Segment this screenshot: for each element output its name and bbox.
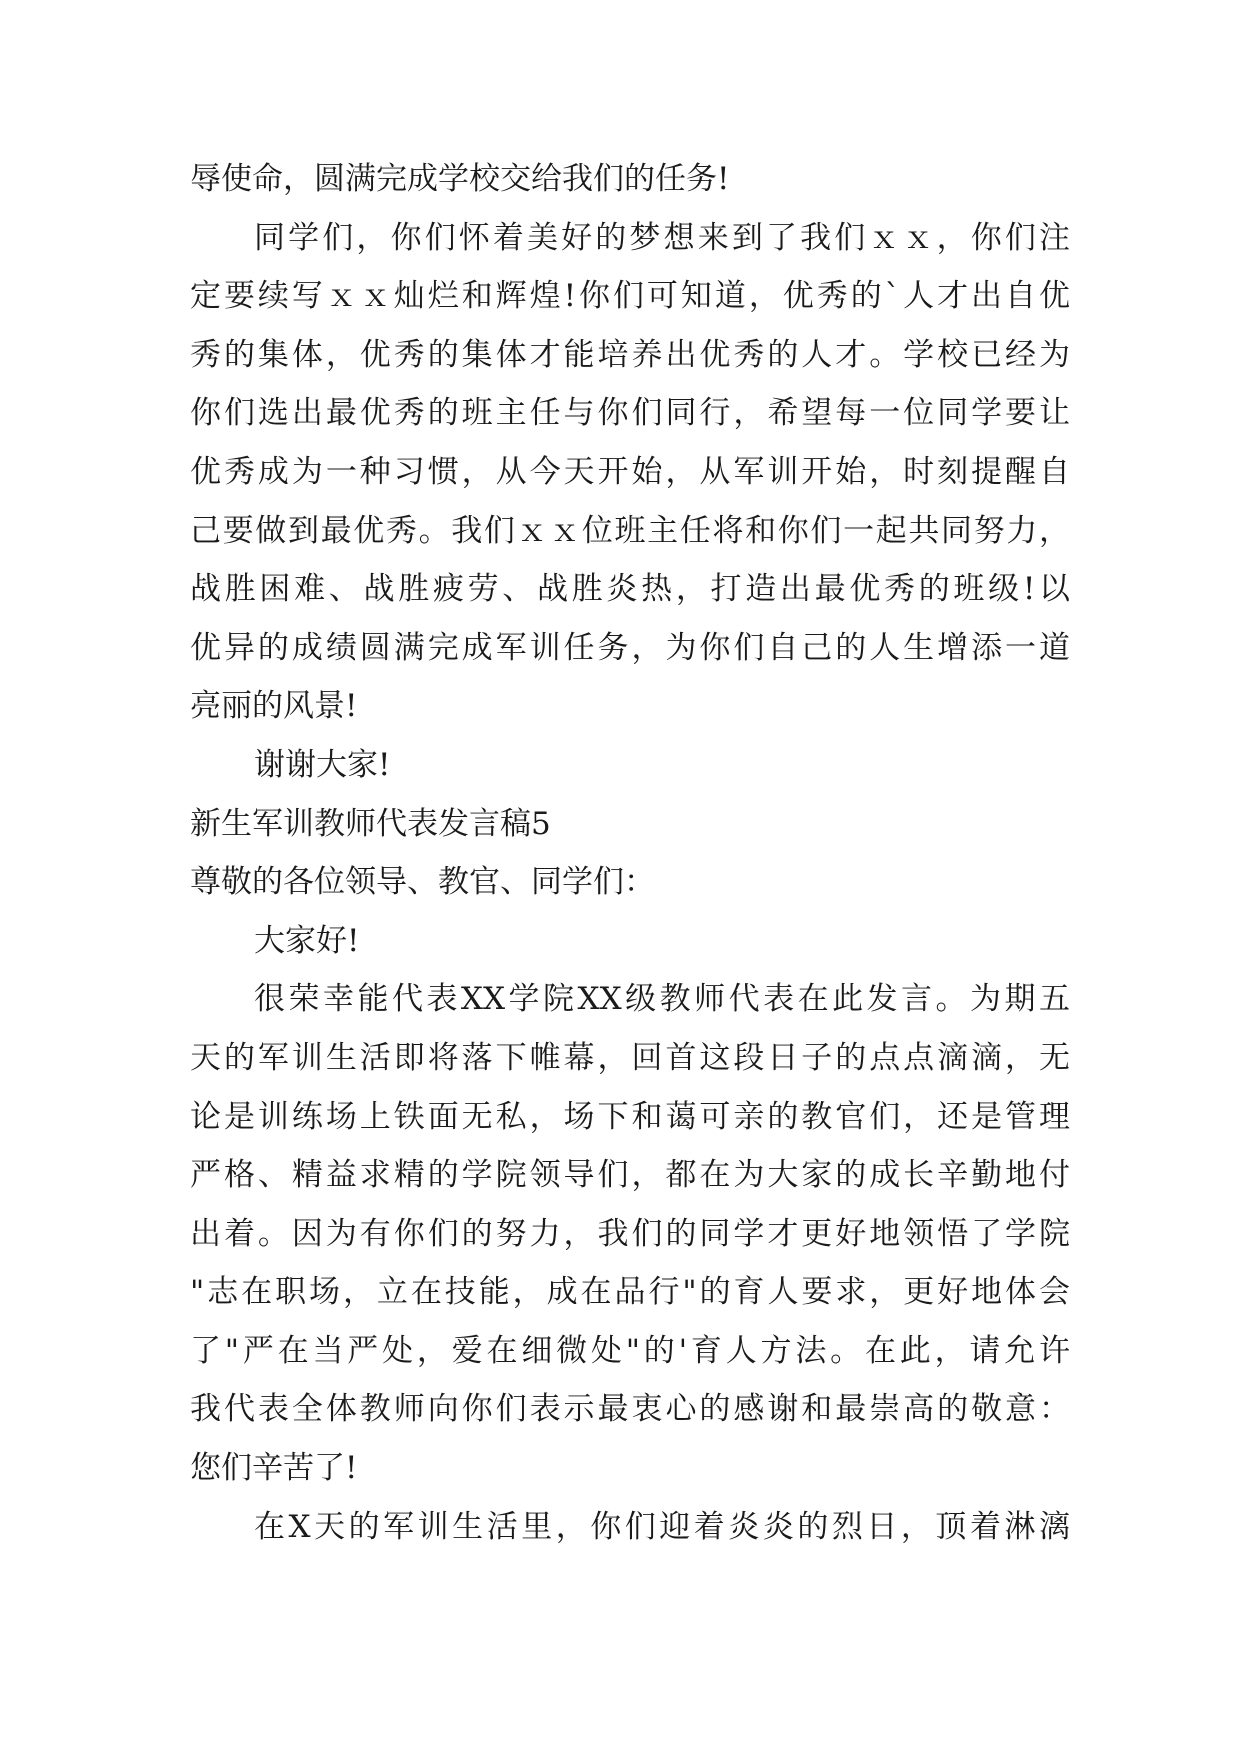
paragraph-line: 同学们，你们怀着美好的梦想来到了我们ｘｘ，你们注 xyxy=(254,219,1070,256)
paragraph-line: 优异的成绩圆满完成军训任务，为你们自己的人生增添一道 xyxy=(190,629,1070,666)
paragraph-line: 在X天的军训生活里，你们迎着炎炎的烈日，顶着淋漓 xyxy=(254,1508,1070,1545)
paragraph-line: 出着。因为有你们的努力，我们的同学才更好地领悟了学院 xyxy=(190,1215,1070,1252)
paragraph-line: 您们辛苦了! xyxy=(190,1450,358,1487)
paragraph-line: 亮丽的风景! xyxy=(190,688,358,725)
paragraph-line: 谢谢大家! xyxy=(254,746,391,783)
paragraph-line: 战胜困难、战胜疲劳、战胜炎热，打造出最优秀的班级!以 xyxy=(190,571,1070,608)
paragraph-line: 很荣幸能代表XX学院XX级教师代表在此发言。为期五 xyxy=(254,981,1070,1018)
paragraph-line: 你们选出最优秀的班主任与你们同行，希望每一位同学要让 xyxy=(190,395,1070,432)
paragraph-line: 秀的集体，优秀的集体才能培养出优秀的人才。学校已经为 xyxy=(190,336,1070,373)
paragraph-line: 我代表全体教师向你们表示最衷心的感谢和最崇高的敬意： xyxy=(190,1391,1070,1428)
greeting: 大家好! xyxy=(254,922,360,959)
paragraph-line: 优秀成为一种习惯，从今天开始，从军训开始，时刻提醒自 xyxy=(190,453,1070,490)
paragraph-line: 严格、精益求精的学院领导们，都在为大家的成长辛勤地付 xyxy=(190,1157,1070,1194)
paragraph-line: 天的军训生活即将落下帷幕，回首这段日子的点点滴滴，无 xyxy=(190,1039,1070,1076)
section-heading: 新生军训教师代表发言稿5 xyxy=(190,805,551,842)
paragraph-line: 辱使命，圆满完成学校交给我们的任务! xyxy=(190,161,730,197)
paragraph-line: 了"严在当严处，爱在细微处"的'育人方法。在此，请允许 xyxy=(190,1332,1070,1369)
salutation: 尊敬的各位领导、教官、同学们： xyxy=(190,864,655,901)
document-body xyxy=(190,150,1070,1556)
paragraph-line: 己要做到最优秀。我们ｘｘ位班主任将和你们一起共同努力， xyxy=(190,512,1070,549)
paragraph-line: "志在职场，立在技能，成在品行"的育人要求，更好地体会 xyxy=(190,1274,1070,1311)
paragraph-line: 论是训练场上铁面无私，场下和蔼可亲的教官们，还是管理 xyxy=(190,1098,1070,1135)
paragraph-line: 定要续写ｘｘ灿烂和辉煌!你们可知道，优秀的`人才出自优 xyxy=(190,278,1070,315)
